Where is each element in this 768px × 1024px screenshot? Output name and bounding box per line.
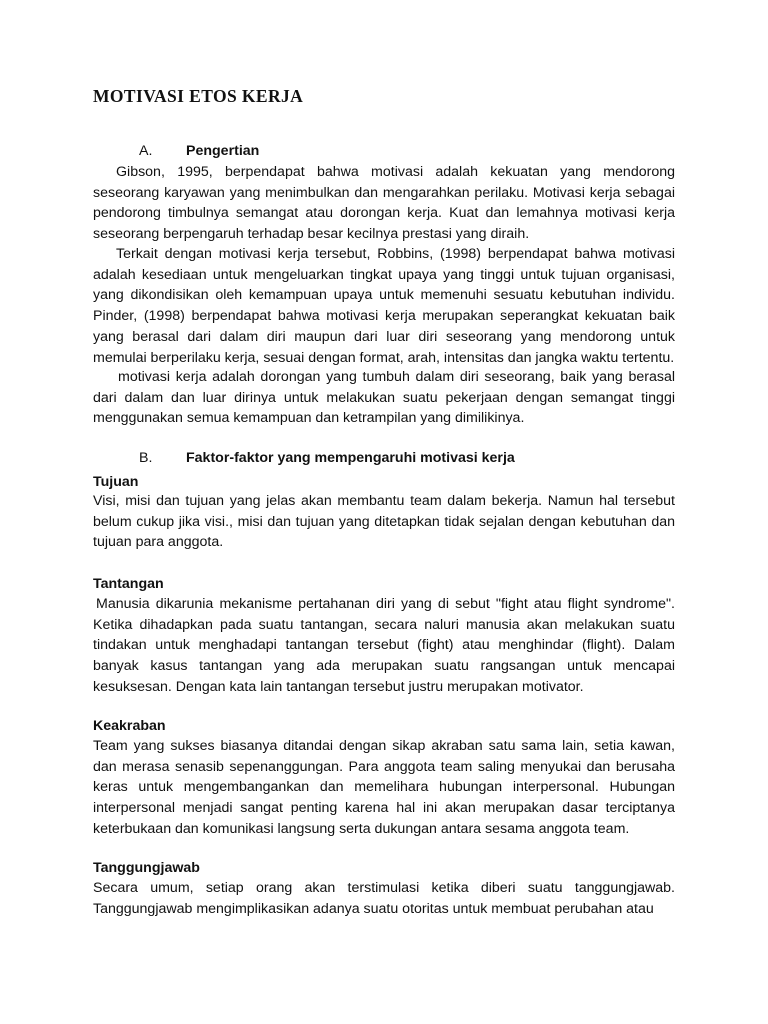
factor-text-tujuan: Visi, misi dan tujuan yang jelas akan membantu team dalam bekerja. Namun hal tersebut belum cukup jika visi., misi dan tujuan yang ditetapkan tidak sejalan dengan kebutuhan dan tujuan para anggota. [93,493,675,551]
factor-heading-keakraban: Keakraban [93,718,166,734]
section-b-letter: B. [139,450,153,466]
factor-heading-tanggungjawab: Tanggungjawab [93,860,200,876]
factor-heading-tantangan: Tantangan [93,576,164,592]
section-a-title: Pengertian [186,143,260,159]
section-a-paragraph-1: Gibson, 1995, berpendapat bahwa motivasi adalah kekuatan yang mendorong seseorang karyawan yang menimbulkan dan mengarahkan perilaku. Motivasi kerja sebagai pendorong timbulnya semangat atau dorongan kerja. Kuat dan lemahnya motivasi kerja seseorang berpengaruh terhadap besar kecilnya prestasi yang diraih. [93,164,675,243]
document-title: MOTIVASI ETOS KERJA [93,86,304,106]
factor-text-keakraban: Team yang sukses biasanya ditandai dengan sikap akraban satu sama lain, setia kawan, dan merasa senasib sepenanggungan. Para anggota team saling menyukai dan berusaha keras untuk mengembangankan dan memelihara hubungan interpersonal. Hubungan interpersonal menjadi sangat penting karena hal ini akan merupakan dasar terciptanya keterbukaan dan komunikasi langsung serta dukungan antara sesama anggota team. [93,738,675,837]
section-b-title: Faktor-faktor yang mempengaruhi motivasi kerja [186,450,515,466]
section-a-paragraph-2: Terkait dengan motivasi kerja tersebut, Robbins, (1998) berpendapat bahwa motivasi adalah kesediaan untuk mengeluarkan tingkat upaya yang tinggi untuk tujuan organisasi, yang dikondisikan oleh kemampuan upaya untuk memenuhi sesuatu kebutuhan individu. Pinder, (1998) berpendapat bahwa motivasi kerja merupakan seperangkat kekuatan baik yang berasal dari dalam diri maupun dari luar diri seseorang yang mendorong untuk memulai berperilaku kerja, sesuai dengan format, arah, intensitas dan jangka waktu tertentu. [93,246,675,366]
section-a-letter: A. [139,143,153,159]
section-a-paragraph-3: motivasi kerja adalah dorongan yang tumbuh dalam diri seseorang, baik yang berasal dari dalam dan luar dirinya untuk melakukan suatu pekerjaan dengan semangat tinggi menggunakan semua kemampuan dan ketrampilan yang dimilikinya. [93,369,675,427]
factor-text-tanggungjawab: Secara umum, setiap orang akan terstimulasi ketika diberi suatu tanggungjawab. Tanggungjawab mengimplikasikan adanya suatu otoritas untuk membuat perubahan atau [93,880,675,917]
factor-text-tantangan: Manusia dikarunia mekanisme pertahanan diri yang di sebut "fight atau flight syndrome". Ketika dihadapkan pada suatu tantangan, secara naluri manusia akan melakukan suatu tindakan untuk menghadapi tantangan tersebut (fight) atau menghindar (flight). Dalam banyak kasus tantangan yang ada merupakan suatu rangsangan untuk mencapai kesuksesan. Dengan kata lain tantangan tersebut justru merupakan motivator. [93,596,675,695]
factor-heading-tujuan: Tujuan [93,474,139,490]
